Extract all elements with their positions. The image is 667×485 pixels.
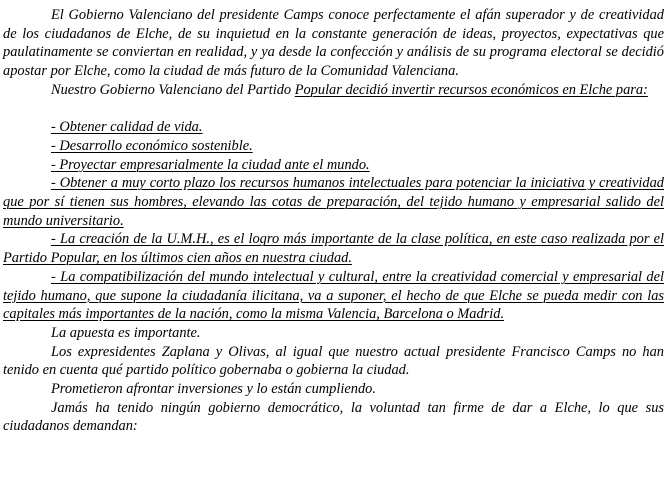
- list-item-text: - Desarrollo económico sostenible.: [51, 137, 253, 154]
- list-item: [3, 156, 664, 175]
- paragraph-demands: Jamás ha tenido ningún gobierno democrático, la voluntad tan firme de dar a Elche, lo que sus ciudadanos demandan:: [3, 399, 664, 435]
- paragraph-investment-text: Nuestro Gobierno Valenciano del Partido: [51, 81, 295, 98]
- paragraph-investment: [3, 81, 664, 100]
- document-page: [3, 6, 664, 436]
- list-item-text: - Obtener a muy corto plazo los recursos humanos intelectuales para potenciar la iniciativa y creatividad que por sí tienen sus hombres, elevando las cotas de preparación, del tejido humano y empresarial salido del mundo universitario.: [3, 175, 664, 229]
- list-item: [3, 268, 664, 324]
- list-item: [3, 118, 664, 137]
- list-item-text: - La compatibilización del mundo intelectual y cultural, entre la creatividad comercial y empresarial del tejido humano, que supone la ciudadanía ilicitana, va a suponer, el hecho de que Elche se pueda medir con las capitales más importantes de la nación, como la misma Valencia, Barcelona o Madrid.: [3, 268, 664, 323]
- blank-line: [3, 100, 664, 119]
- list-item: [3, 137, 664, 156]
- list-item: [3, 230, 664, 267]
- list-item: [3, 174, 664, 230]
- paragraph-expresidents: Los expresidentes Zaplana y Olivas, al igual que nuestro actual presidente Francisco Camps no han tenido en cuenta qué partido político gobernaba o gobierna la ciudad.: [3, 343, 664, 379]
- paragraph-promises: Prometieron afrontar inversiones y lo están cumpliendo.: [51, 381, 376, 398]
- list-item-text: - Obtener calidad de vida.: [51, 119, 203, 136]
- list-item-text: - Proyectar empresarialmente la ciudad ante el mundo.: [51, 156, 370, 173]
- list-item-text: - La creación de la U.M.H., es el logro más importante de la clase política, en este caso realizada por el Partido Popular, en los últimos cien años en nuestra ciudad.: [3, 231, 664, 267]
- paragraph-investment-underlined: Popular decidió invertir recursos económicos en Elche para:: [294, 81, 648, 98]
- paragraph-intro: El Gobierno Valenciano del presidente Camps conoce perfectamente el afán superador y de creatividad de los ciudadanos de Elche, de su inquietud en la constante generación de ideas, proyectos, expectativas que paulatinamente se conviertan en realidad, y ya desde la confección y análisis de su programa electoral se decidió apostar por Elche, como la ciudad de más futuro de la Comunidad Valenciana.: [3, 7, 664, 80]
- paragraph-bet: La apuesta es importante.: [51, 324, 201, 341]
